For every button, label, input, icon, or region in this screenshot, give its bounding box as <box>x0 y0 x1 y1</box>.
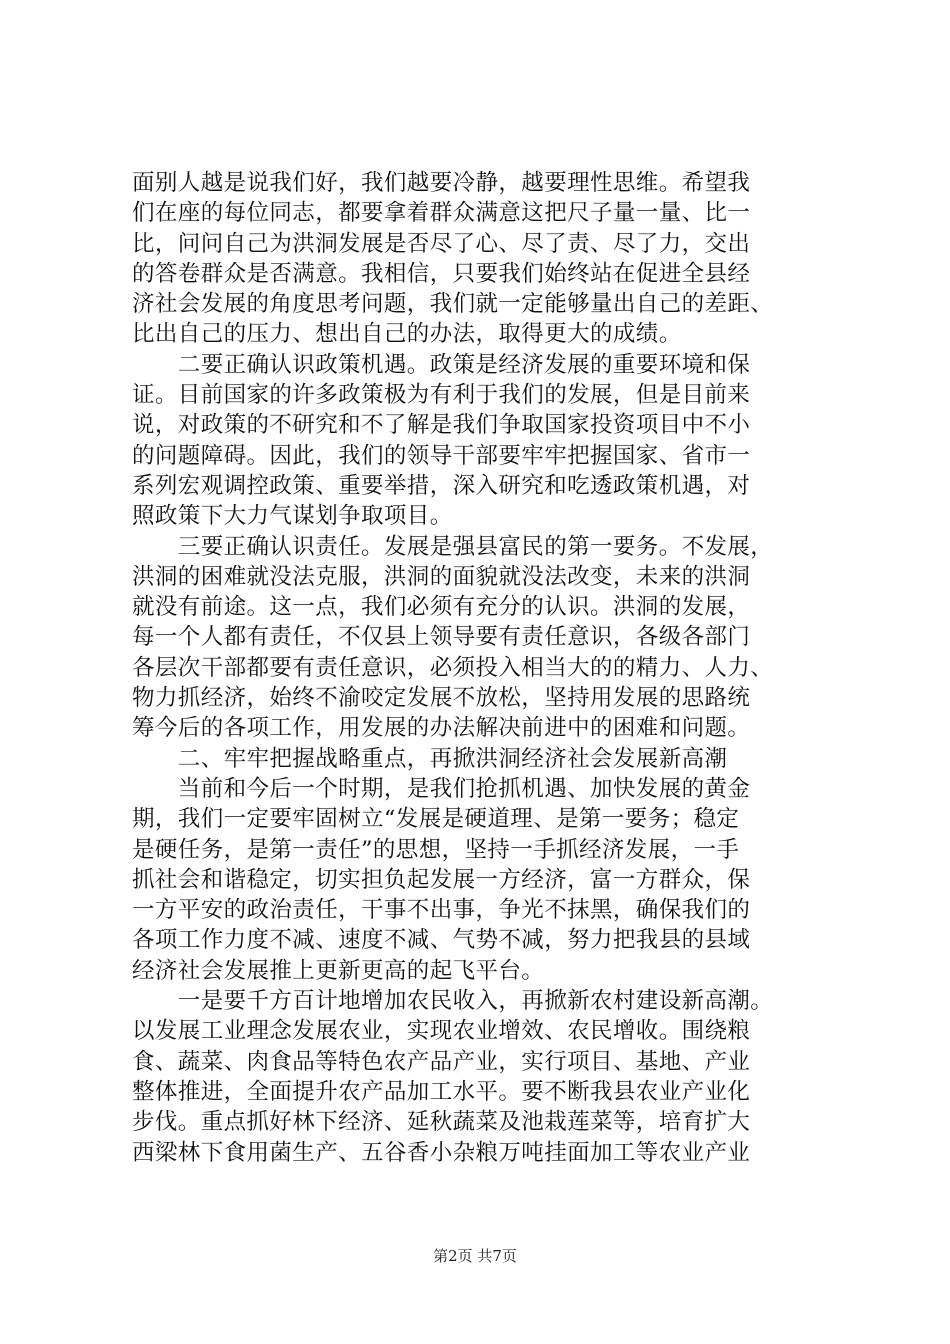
text-line: 物力抓经济，始终不渝咬定发展不放松，坚持用发展的思路统 <box>132 685 751 712</box>
text-line: 食、蔬菜、肉食品等特色农产品产业，实行项目、基地、产业 <box>132 1048 751 1075</box>
text-line: 的问题障碍。因此，我们的领导干部要牢牢把握国家、省市一 <box>132 442 751 469</box>
text-line: 照政策下大力气谋划争取项目。 <box>132 503 453 530</box>
text-line: 就没有前途。这一点，我们必须有充分的认识。洪洞的发展， <box>132 594 751 621</box>
text-line: 面别人越是说我们好，我们越要冷静，越要理性思维。希望我 <box>132 170 751 196</box>
text-line: 二要正确认识政策机遇。政策是经济发展的重要环境和保 <box>132 351 751 378</box>
text-line: 说，对政策的不研究和不了解是我们争取国家投资项目中不小 <box>132 412 751 439</box>
text-line: 抓社会和谐稳定，切实担负起发展一方经济，富一方群众，保 <box>132 866 751 893</box>
text-line: 的答卷群众是否满意。我相信，只要我们始终站在促进全县经 <box>132 260 751 287</box>
text-line: 是硬任务，是第一责任”的思想，坚持一手抓经济发展，一手 <box>132 836 740 863</box>
text-line: 步伐。重点抓好林下经济、延秋蔬菜及池栽莲菜等，培育扩大 <box>132 1109 751 1136</box>
text-line: 比，问问自己为洪洞发展是否尽了心、尽了责、尽了力，交出 <box>132 230 751 257</box>
text-line: 洪洞的困难就没法克服，洪洞的面貌就没法改变，未来的洪洞 <box>132 563 751 590</box>
text-line: 系列宏观调控政策、重要举措，深入研究和吃透政策机遇，对 <box>132 472 751 499</box>
text-line: 筹今后的各项工作，用发展的办法解决前进中的困难和问题。 <box>132 715 751 742</box>
text-line: 西梁林下食用菌生产、五谷香小杂粮万吨挂面加工等农业产业 <box>132 1139 751 1166</box>
text-line: 当前和今后一个时期，是我们抢抓机遇、加快发展的黄金 <box>132 775 751 802</box>
text-line: 期，我们一定要牢固树立“发展是硬道理、是第一要务；稳定 <box>132 806 740 833</box>
page-number-footer: 第2页 共7页 <box>433 1247 517 1265</box>
text-line: 各项工作力度不减、速度不减、气势不减，努力把我县的县域 <box>132 927 751 954</box>
text-line: 整体推进，全面提升农产品加工水平。要不断我县农业产业化 <box>132 1078 751 1105</box>
text-line: 三要正确认识责任。发展是强县富民的第一要务。不发展， <box>132 533 774 560</box>
text-line: 比出自己的压力、想出自己的办法，取得更大的成绩。 <box>132 321 682 348</box>
text-line: 一是要千方百计地增加农民收入，再掀新农村建设新高潮。 <box>132 988 774 1015</box>
text-line: 证。目前国家的许多政策极为有利于我们的发展，但是目前来 <box>132 382 751 409</box>
text-line: 一方平安的政治责任，干事不出事，争光不抹黑，确保我们的 <box>132 897 751 924</box>
document-body <box>132 168 847 1168</box>
text-line: 二、牢牢把握战略重点，再掀洪洞经济社会发展新高潮 <box>132 745 728 772</box>
text-line: 经济社会发展推上更新更高的起飞平台。 <box>132 957 545 984</box>
text-line: 们在座的每位同志，都要拿着群众满意这把尺子量一量、比一 <box>132 200 751 227</box>
text-line: 每一个人都有责任，不仅县上领导要有责任意识，各级各部门 <box>132 624 751 651</box>
text-line: 济社会发展的角度思考问题，我们就一定能够量出自己的差距、 <box>132 291 774 318</box>
text-line: 以发展工业理念发展农业，实现农业增效、农民增收。围绕粮 <box>132 1018 751 1045</box>
text-line: 各层次干部都要有责任意识，必须投入相当大的的精力、人力、 <box>132 654 774 681</box>
